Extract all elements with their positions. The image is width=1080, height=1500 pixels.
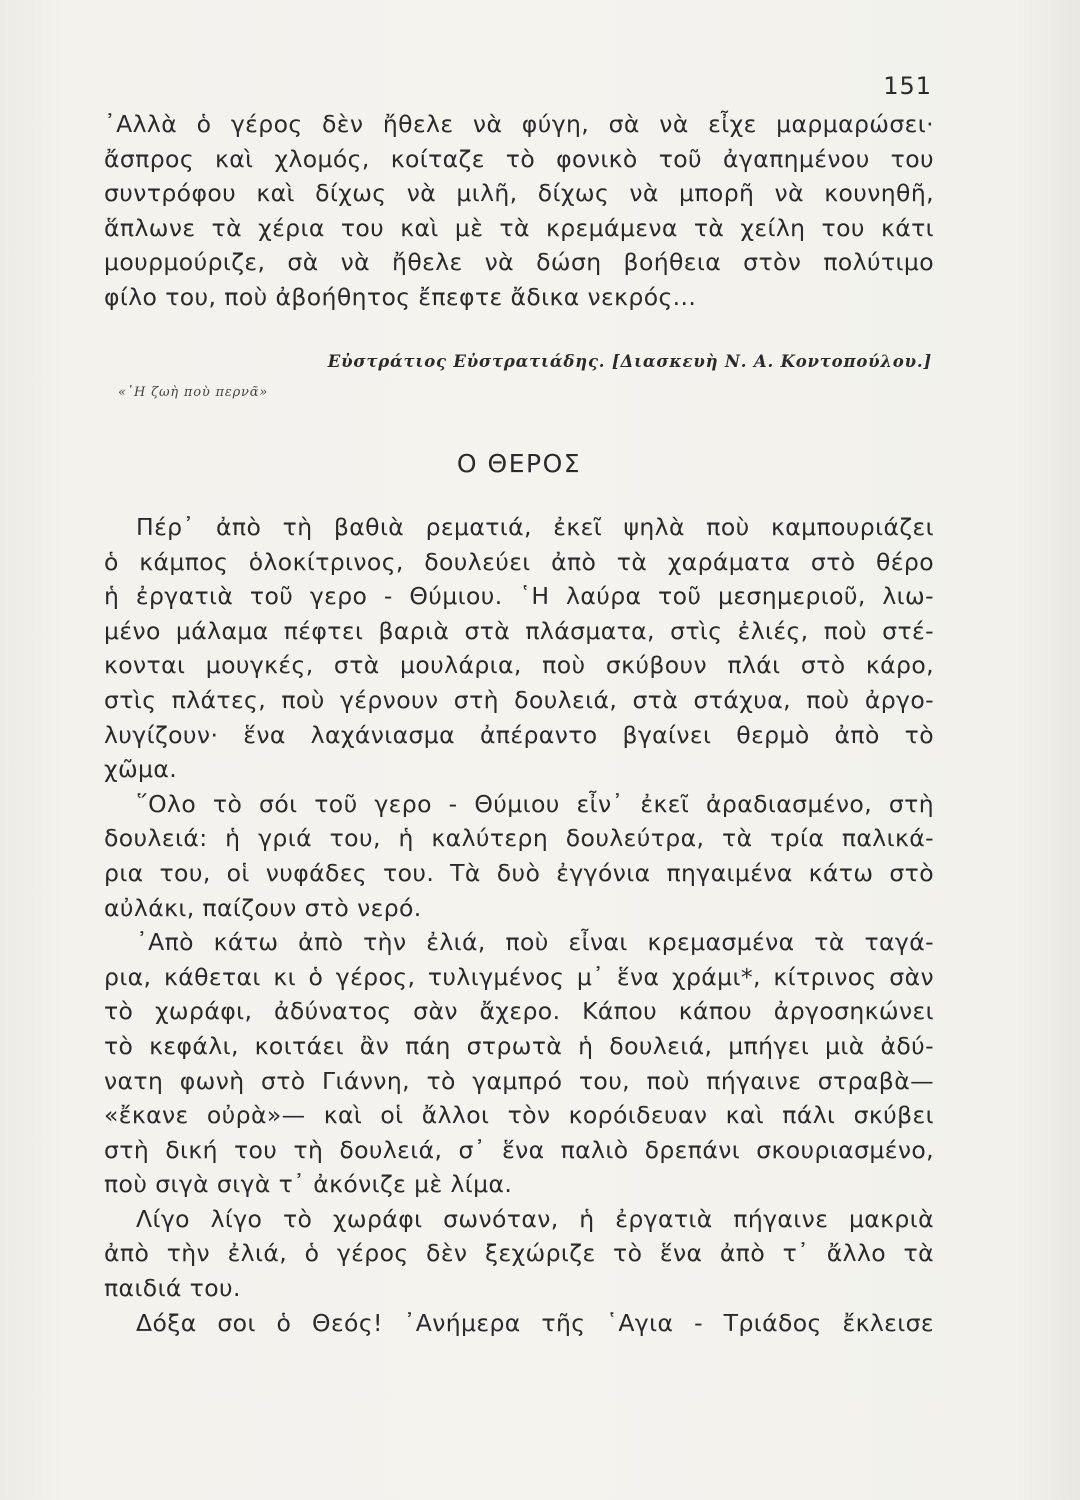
- opening-paragraph: [104, 107, 934, 315]
- text-line: δουλειά: ἡ γριά του, ἡ καλύτερη δουλεύτρα, τὰ τρία παλικά-: [104, 824, 934, 853]
- text-line: στὴ δική του τὴ δουλειά, σ᾿ ἕνα παλιὸ δρεπάνι σκουριασμένο,: [104, 1135, 934, 1164]
- text-line: χῶμα.: [104, 755, 178, 784]
- text-line: συντρόφου καὶ δίχως νὰ μιλῆ, δίχως νὰ μπορῆ νὰ κουνηθῆ,: [104, 179, 934, 208]
- paragraph: [104, 510, 934, 787]
- text-line: ἀπὸ τὴν ἐλιά, ὁ γέρος δὲν ξεχώριζε τὸ ἕνα ἀπὸ τ᾿ ἄλλο τὰ: [104, 1239, 934, 1268]
- text-line: νατη φωνὴ στὸ Γιάννη, τὸ γαμπρό του, ποὺ πήγαινε στραβὰ—: [104, 1066, 934, 1095]
- text-line: ῞Ολο τὸ σόι τοῦ γερο - Θύμιου εἶν᾿ ἐκεῖ ἀραδιασμένο, στὴ: [136, 789, 934, 818]
- text-line: τὸ χωράφι, ἀδύνατος σὰν ἄχερο. Κάπου κάπου ἀργοσηκώνει: [104, 997, 934, 1026]
- text-line: φίλο του, ποὺ ἀβοήθητος ἔπεφτε ἄδικα νεκρός...: [104, 282, 697, 311]
- text-line: ᾿Αλλὰ ὁ γέρος δὲν ἤθελε νὰ φύγη, σὰ νὰ εἶχε μαρμαρώσει·: [104, 110, 934, 138]
- text-line: ὁ κάμπος ὁλοκίτρινος, δουλεύει ἀπὸ τὰ χαράματα στὸ θέρο: [104, 547, 934, 576]
- paragraph: [104, 925, 934, 1202]
- text-line: ρια του, οἱ νυφάδες του. Τὰ δυὸ ἐγγόνια πηγαιμένα κάτω στὸ: [104, 858, 934, 887]
- text-line: ποὺ σιγὰ σιγὰ τ᾿ ἀκόνιζε μὲ λίμα.: [104, 1170, 513, 1199]
- paragraph: [104, 1306, 934, 1341]
- paragraph: [104, 1202, 934, 1306]
- chapter-body: [104, 510, 934, 1340]
- text-line: Δόξα σοι ὁ Θεός! ᾿Ανήμερα τῆς ῾Αγια - Τριάδος ἔκλεισε: [136, 1308, 934, 1337]
- page-number: 151: [883, 72, 932, 100]
- chapter-title: Ο ΘΕΡΟΣ: [456, 449, 582, 478]
- text-line: μένο μάλαμα πέφτει βαριὰ στὰ πλάσματα, στὶς ἐλιές, ποὺ στέ-: [104, 616, 934, 645]
- paragraph: [104, 787, 934, 925]
- text-line: ἡ ἐργατιὰ τοῦ γερο - Θύμιου. ῾Η λαύρα τοῦ μεσημεριοῦ, λιω-: [104, 582, 934, 611]
- text-line: Πέρ᾿ ἀπὸ τὴ βαθιὰ ρεματιά, ἐκεῖ ψηλὰ ποὺ καμπουριάζει: [136, 513, 934, 541]
- text-line: λυγίζουν· ἕνα λαχάνιασμα ἀπέραντο βγαίνει θερμὸ ἀπὸ τὸ: [104, 720, 934, 749]
- text-line: στὶς πλάτες, ποὺ γέρνουν στὴ δουλειά, στὰ στάχυα, ποὺ ἀργο-: [104, 685, 934, 714]
- text-line: παιδιά του.: [104, 1274, 241, 1303]
- author-attribution: Εὐστράτιος Εὐστρατιάδης. [Διασκευὴ Ν. Α. Κοντοπούλου.]: [327, 352, 932, 371]
- text-line: ἅπλωνε τὰ χέρια του καὶ μὲ τὰ κρεμάμενα τὰ χείλη του κάτι: [104, 213, 934, 242]
- text-line: «ἔκανε οὐρὰ»— καὶ οἱ ἄλλοι τὸν κορόιδευαν καὶ πάλι σκύβει: [104, 1101, 934, 1130]
- text-line: ρια, κάθεται κι ὁ γέρος, τυλιγμένος μ᾿ ἕνα χράμι*, κίτρινος σὰν: [104, 962, 934, 991]
- text-line: ἄσπρος καὶ χλομός, κοίταζε τὸ φονικὸ τοῦ ἀγαπημένου του: [104, 144, 934, 173]
- text-line: αὐλάκι, παίζουν στὸ νερό.: [104, 893, 422, 922]
- text-line: μουρμούριζε, σὰ νὰ ἤθελε νὰ δώση βοήθεια στὸν πολύτιμο: [104, 248, 934, 277]
- source-title: «῾Η ζωὴ ποὺ περνᾶ»: [118, 385, 269, 400]
- text-line: τὸ κεφάλι, κοιτάει ἂν πάη στρωτὰ ἡ δουλειά, μπήγει μιὰ ἀδύ-: [104, 1031, 934, 1060]
- text-line: Λίγο λίγο τὸ χωράφι σωνόταν, ἡ ἐργατιὰ πήγαινε μακριὰ: [136, 1204, 934, 1233]
- text-line: ᾿Απὸ κάτω ἀπὸ τὴν ἐλιά, ποὺ εἶναι κρεμασμένα τὰ ταγά-: [136, 928, 934, 957]
- text-line: κονται μουγκές, στὰ μουλάρια, ποὺ σκύβουν πλάι στὸ κάρο,: [104, 651, 934, 680]
